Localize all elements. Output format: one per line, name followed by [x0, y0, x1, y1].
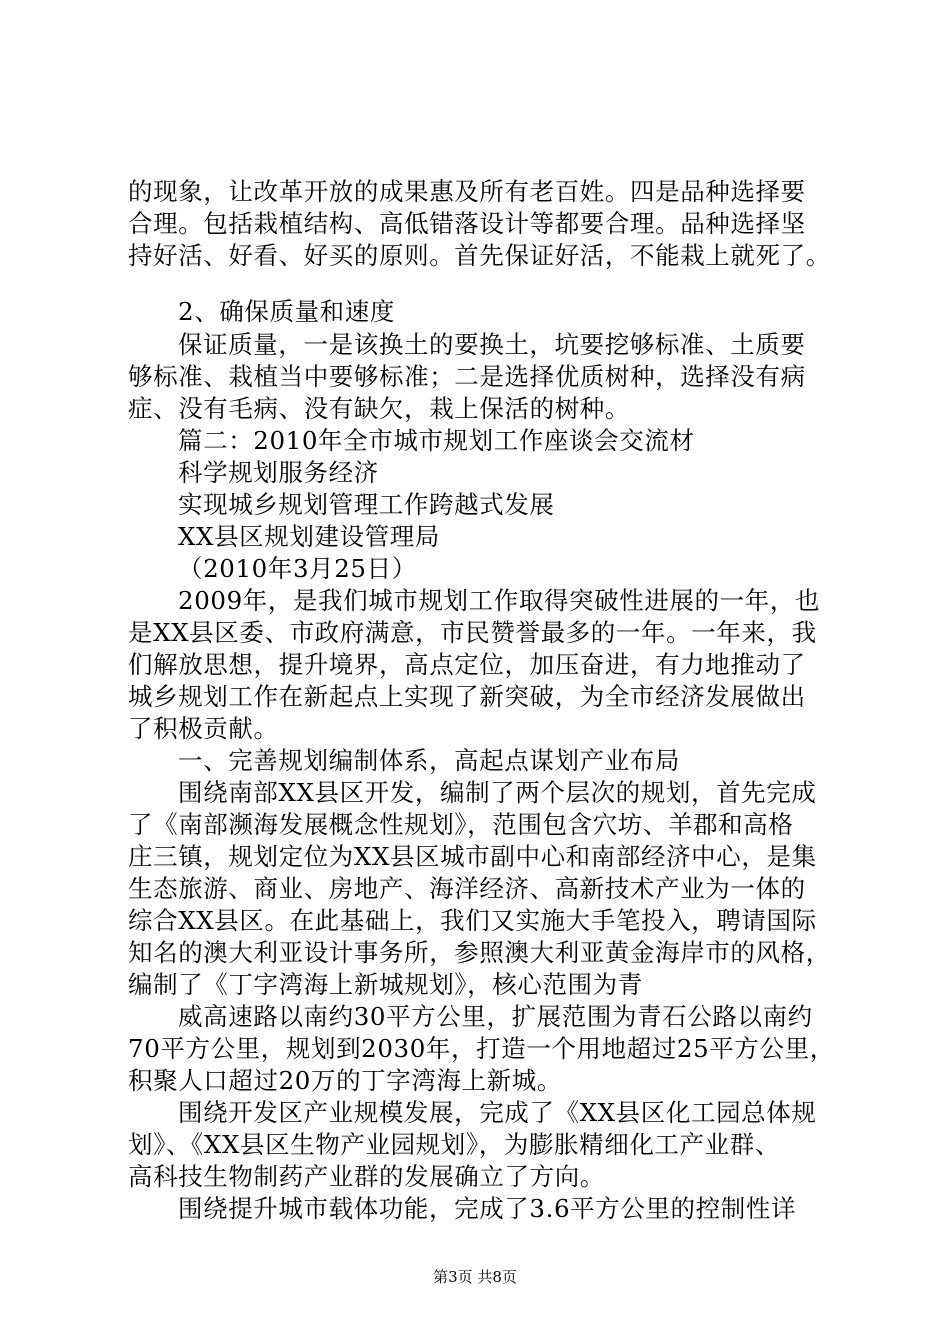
- body-line: 庄三镇，规划定位为XX县区城市副中心和南部经济中心，是集: [128, 842, 817, 871]
- section-heading: 一、完善规划编制体系，高起点谋划产业布局: [178, 746, 680, 775]
- article-title: 篇二：2010年全市城市规划工作座谈会交流材: [178, 426, 695, 455]
- body-line: 持好活、好看、好买的原则。首先保证好活，不能栽上就死了。: [128, 241, 831, 270]
- body-line: 划》、《XX县区生物产业园规划》，为膨胀精细化工产业群、: [128, 1130, 780, 1159]
- body-line: 2009年，是我们城市规划工作取得突破性进展的一年，也: [178, 586, 821, 615]
- article-author: XX县区规划建设管理局: [178, 522, 440, 551]
- body-line: 合理。包括栽植结构、高低错落设计等都要合理。品种选择坚: [128, 209, 806, 238]
- body-line: 围绕南部XX县区开发，编制了两个层次的规划，首先完成: [178, 778, 817, 807]
- body-line: 了积极贡献。: [128, 714, 279, 743]
- body-line: 70平方公里，规划到2030年，打造一个用地超过25平方公里，: [128, 1034, 835, 1063]
- body-line: 高科技生物制药产业群的发展确立了方向。: [128, 1162, 605, 1191]
- section-heading: 2、确保质量和速度: [178, 297, 395, 326]
- body-line: 了《南部濒海发展概念性规划》，范围包含穴坊、羊郡和高格: [128, 810, 794, 839]
- body-line: 的现象，让改革开放的成果惠及所有老百姓。四是品种选择要: [128, 177, 806, 206]
- body-line: 生态旅游、商业、房地产、海洋经济、高新技术产业为一体的: [128, 874, 806, 903]
- body-line: 威高速路以南约30平方公里，扩展范围为青石公路以南约: [178, 1002, 813, 1031]
- body-line: 是XX县区委、市政府满意，市民赞誉最多的一年。一年来，我: [128, 618, 817, 647]
- body-line: 保证质量，一是该换土的要换土，坑要挖够标准、土质要: [178, 330, 806, 359]
- body-line: 围绕提升城市载体功能，完成了3.6平方公里的控制性详: [178, 1194, 797, 1223]
- body-line: 知名的澳大利亚设计事务所，参照澳大利亚黄金海岸市的风格，: [128, 938, 831, 967]
- body-line: 们解放思想，提升境界，高点定位，加压奋进，有力地推动了: [128, 650, 806, 679]
- body-line: 综合XX县区。在此基础上，我们又实施大手笔投入，聘请国际: [128, 906, 817, 935]
- body-line: 编制了《丁字湾海上新城规划》，核心范围为青: [128, 970, 643, 999]
- body-line: 够标准、栽植当中要够标准；二是选择优质树种，选择没有病: [128, 362, 806, 391]
- body-line: 围绕开发区产业规模发展，完成了《XX县区化工园总体规: [178, 1098, 817, 1127]
- article-subtitle: 实现城乡规划管理工作跨越式发展: [178, 490, 555, 519]
- body-line: 症、没有毛病、没有缺欠，栽上保活的树种。: [128, 394, 630, 423]
- article-date: （2010年3月25日）: [178, 554, 417, 583]
- body-line: 城乡规划工作在新起点上实现了新突破，为全市经济发展做出: [128, 682, 806, 711]
- page-footer: 第3页 共8页: [433, 1268, 517, 1286]
- body-line: 积聚人口超过20万的丁字湾海上新城。: [128, 1066, 562, 1095]
- article-subtitle: 科学规划服务经济: [178, 458, 379, 487]
